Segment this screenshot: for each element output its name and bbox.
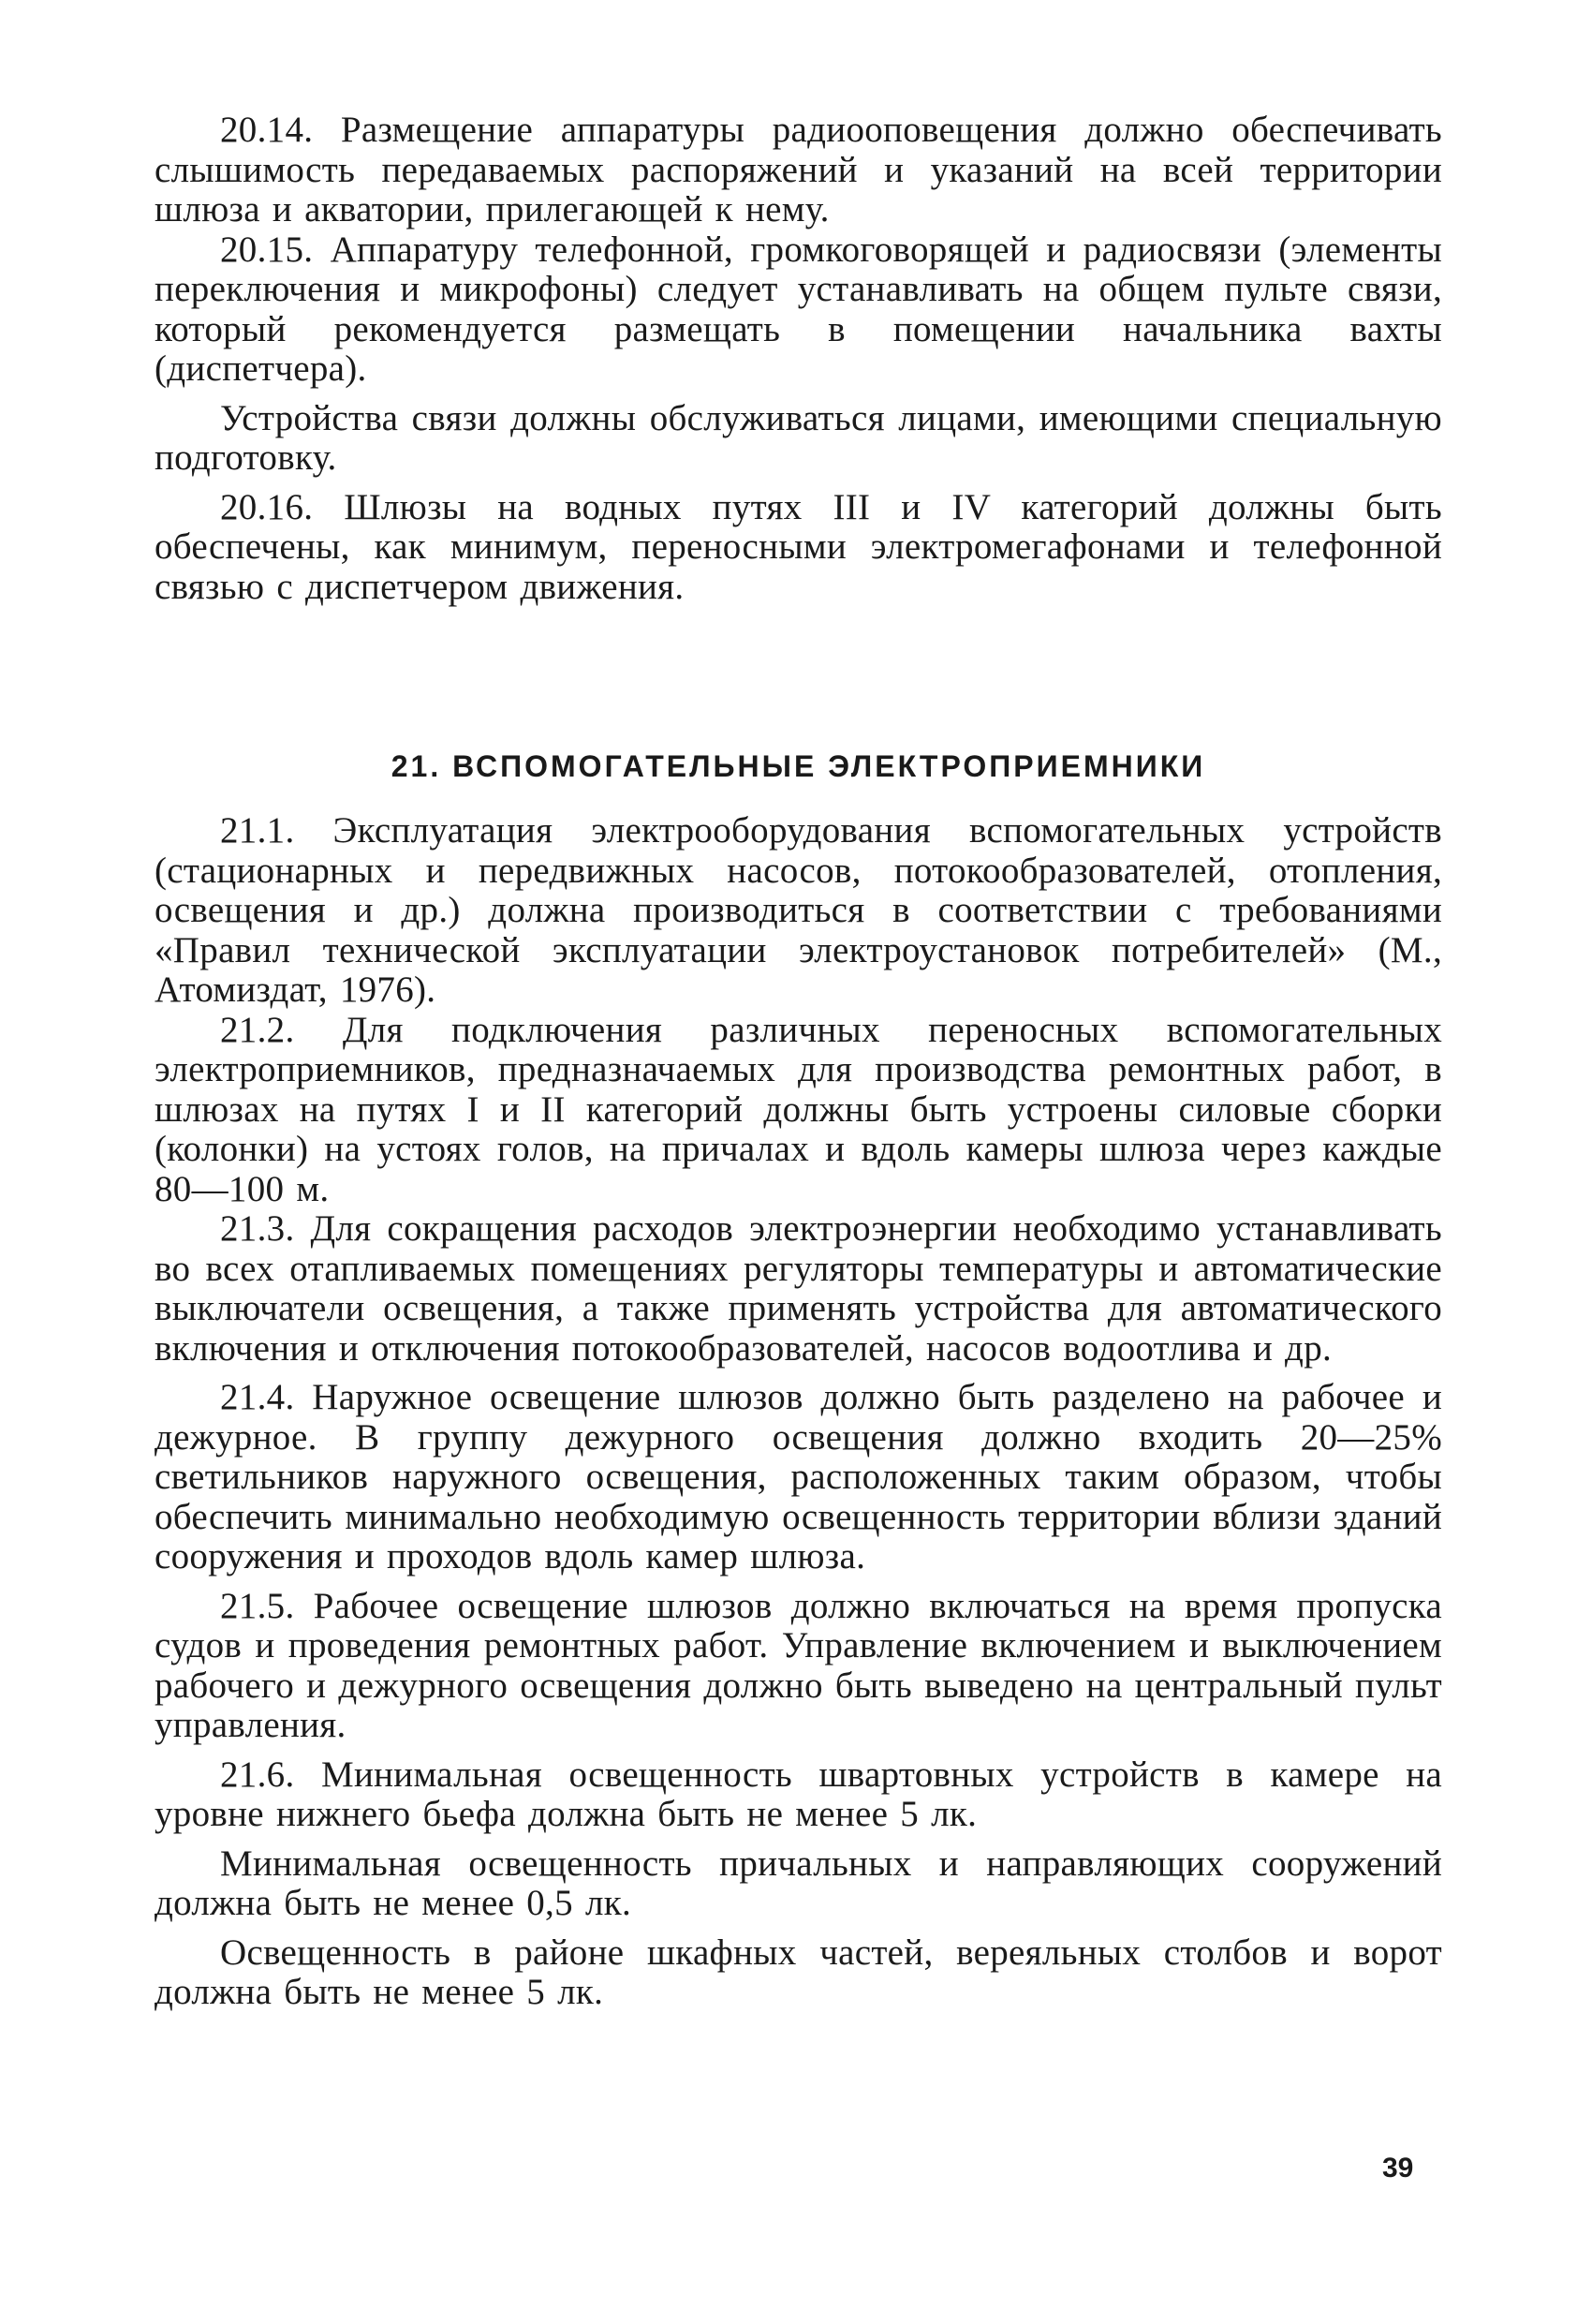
document-page (155, 111, 1442, 2265)
section-21-text (155, 811, 1442, 2013)
paragraph-21-6-gates: Освещенность в районе шкафных частей, вереяльных столбов и ворот должна быть не менее 5 лк. (155, 1932, 1442, 2012)
page-number: 39 (1382, 2153, 1414, 2183)
paragraph-20-16: 20.16. Шлюзы на водных путях III и IV категорий должны быть обеспечены, как минимум, переносными электромегафонами и телефонной связью с диспетчером движения. (155, 486, 1442, 607)
paragraph-21-4: 21.4. Наружное освещение шлюзов должно быть разделено на рабочее и дежурное. В группу дежурного освещения должно входить 20—25% светильников наружного освещения, расположенных таким образом, чтобы обеспечить минимально необходимую освещенность территории вблизи зданий сооружения и проходов вдоль камер шлюза. (155, 1377, 1442, 1576)
paragraph-21-1: 21.1. Эксплуатация электрооборудования вспомогательных устройств (стационарных и передвижных насосов, потокообразователей, отопления, освещения и др.) должна производиться в соответствии с требованиями «Правил технической эксплуатации электроустановок потребителей» (М., Атомиздат, 1976). (155, 810, 1442, 1010)
paragraph-21-2: 21.2. Для подключения различных переносных вспомогательных электроприемников, предназначаемых для производства ремонтных работ, в шлюзах на путях I и II категорий должны быть устроены силовые сборки (колонки) на устоях голов, на причалах и вдоль камеры шлюза через каждые 80—100 м. (155, 1009, 1442, 1209)
section-21-heading: 21. ВСПОМОГАТЕЛЬНЫЕ ЭЛЕКТРОПРИЕМНИКИ (391, 749, 1206, 783)
paragraph-21-6-berths: Минимальная освещенность причальных и направляющих сооружений должна быть не менее 0,5 лк. (155, 1843, 1442, 1923)
paragraph-21-6: 21.6. Минимальная освещенность швартовных устройств в камере на уровне нижнего бьефа должна быть не менее 5 лк. (155, 1754, 1442, 1834)
paragraph-21-3: 21.3. Для сокращения расходов электроэнергии необходимо устанавливать во всех отапливаемых помещениях регуляторы температуры и автоматические выключатели освещения, а также применять устройства для автоматического включения и отключения потокообразователей, насосов водоотлива и др. (155, 1208, 1442, 1369)
paragraph-20-15: 20.15. Аппаратуру телефонной, громкоговорящей и радиосвязи (элементы переключения и микрофоны) следует устанавливать на общем пульте связи, который рекомендуется размещать в помещении начальника вахты (диспетчера). (155, 229, 1442, 389)
section-20-text (155, 111, 1442, 607)
paragraph-20-14: 20.14. Размещение аппаратуры радиооповещения должно обеспечивать слышимость передаваемых распоряжений и указаний на всей территории шлюза и акватории, прилегающей к нему. (155, 110, 1442, 229)
paragraph-21-5: 21.5. Рабочее освещение шлюзов должно включаться на время пропуска судов и проведения ремонтных работ. Управление включением и выключением рабочего и дежурного освещения должно быть выведено на центральный пульт управления. (155, 1585, 1442, 1745)
paragraph-20-15-continued: Устройства связи должны обслуживаться лицами, имеющими специальную подготовку. (155, 397, 1442, 478)
